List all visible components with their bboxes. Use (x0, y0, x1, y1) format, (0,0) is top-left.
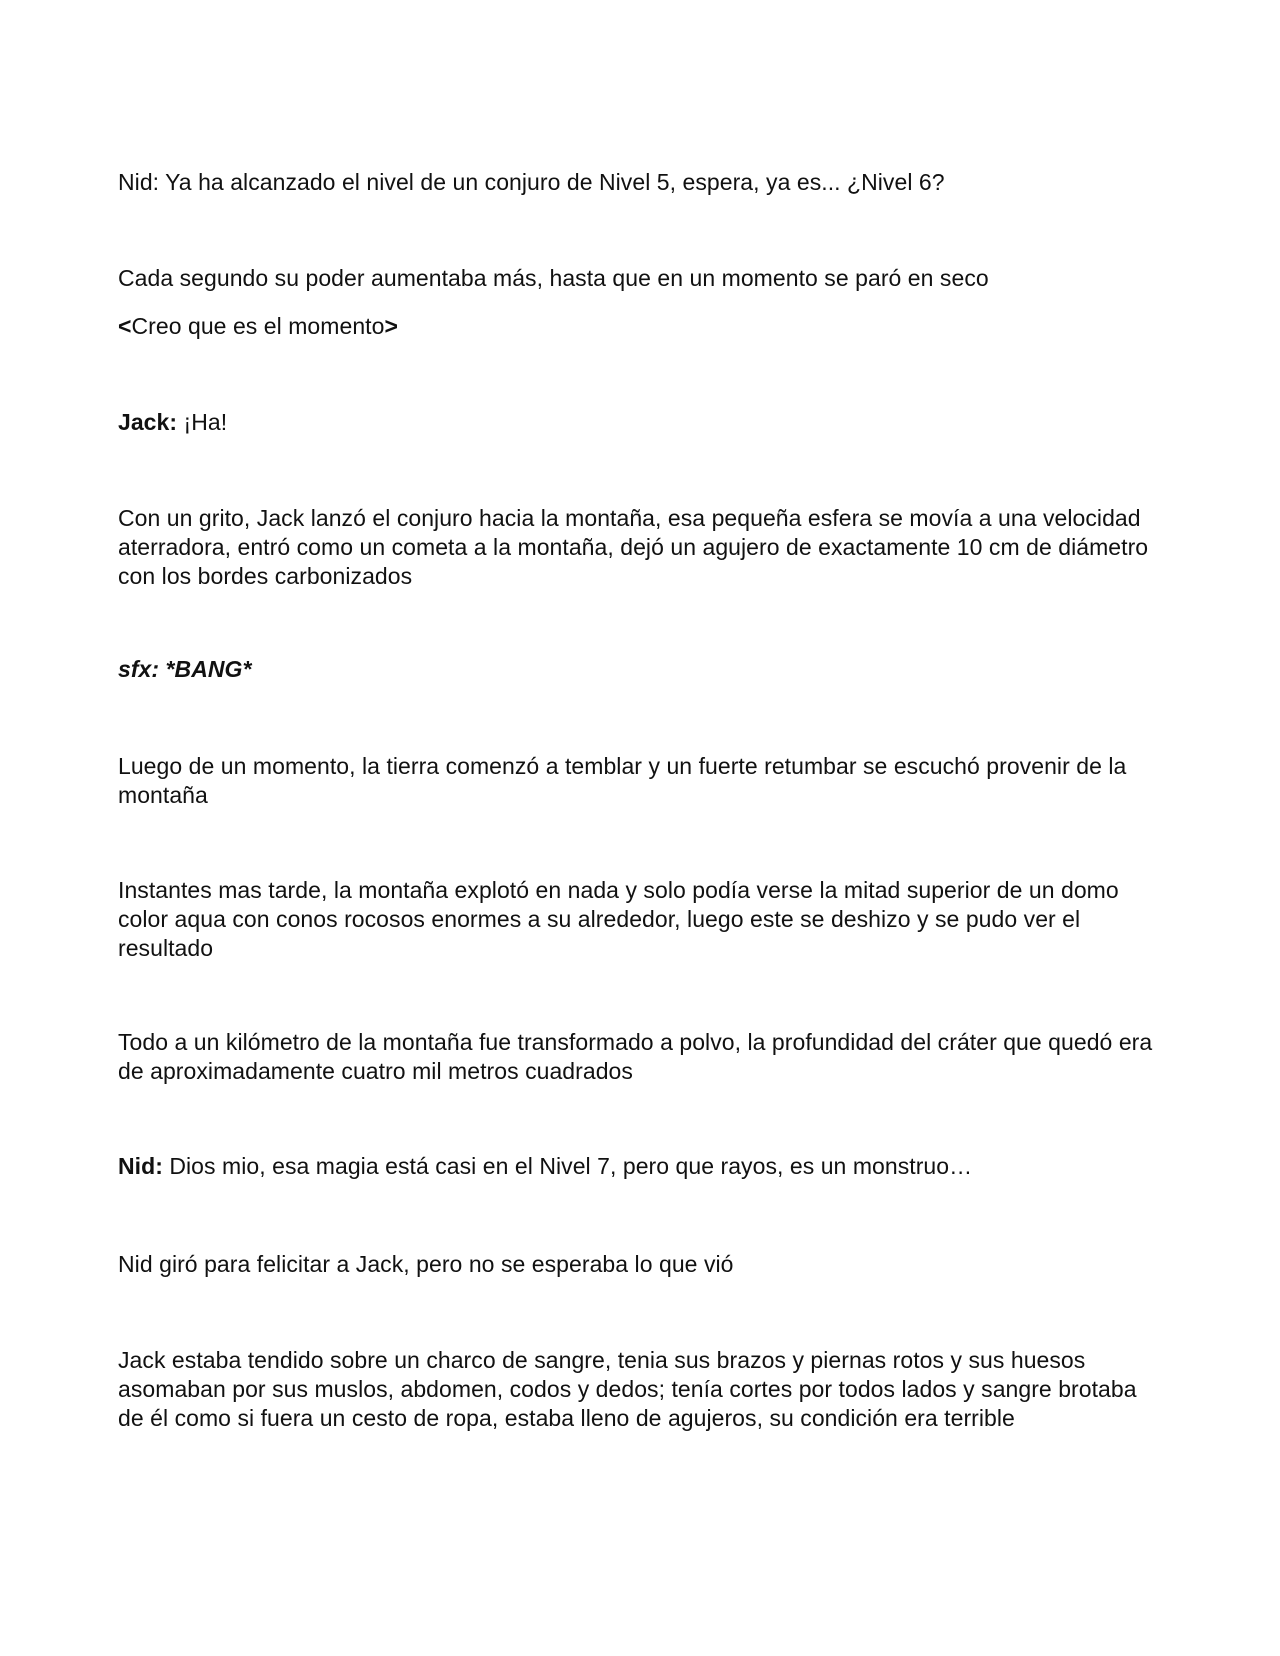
thought-text: Creo que es el momento (131, 313, 385, 339)
thought-open-bracket: < (118, 313, 132, 339)
paragraph-jack-condition: Jack estaba tendido sobre un charco de sangre, tenia sus brazos y piernas rotos y sus huesos asomaban por sus muslos, abdomen, codos y dedos; tenía cortes por todos lados y sangre brotaba de él como si fuera un cesto de ropa, estaba lleno de agujeros, su condición era terrible (118, 1347, 1137, 1431)
paragraph-power-increase: Cada segundo su poder aumentaba más, hasta que en un momento se paró en seco (118, 265, 989, 291)
paragraph-mountain-explosion: Instantes mas tarde, la montaña explotó en nada y solo podía verse la mitad superior de un domo color aqua con conos rocosos enormes a su alrededor, luego este se deshizo y se pudo ver el resultado (118, 877, 1119, 961)
speaker-nid: Nid: (118, 1153, 163, 1179)
paragraph-sfx-bang: sfx: *BANG* (118, 656, 252, 682)
paragraph-nid-turns: Nid giró para felicitar a Jack, pero no se esperaba lo que vió (118, 1251, 734, 1277)
paragraph-crater: Todo a un kilómetro de la montaña fue transformado a polvo, la profundidad del cráter que quedó era de aproximadamente cuatro mil metros cuadrados (118, 1029, 1153, 1084)
paragraph-thought (118, 312, 1168, 341)
nid-line: Dios mio, esa magia está casi en el Nivel 7, pero que rayos, es un monstruo… (162, 1153, 973, 1179)
paragraph-spell-launch: Con un grito, Jack lanzó el conjuro hacia la montaña, esa pequeña esfera se movía a una velocidad aterradora, entró como un cometa a la montaña, dejó un agujero de exactamente 10 cm de diámetro con los bordes carbonizados (118, 505, 1149, 589)
speaker-jack: Jack: (118, 409, 178, 435)
paragraph-jack-shout (118, 408, 1168, 437)
paragraph-earth-tremble: Luego de un momento, la tierra comenzó a temblar y un fuerte retumbar se escuchó provenir de la montaña (118, 753, 1127, 808)
thought-close-bracket: > (384, 313, 398, 339)
jack-line: ¡Ha! (177, 409, 228, 435)
paragraph-nid-monster (118, 1152, 1168, 1181)
paragraph-nid-level-six: Nid: Ya ha alcanzado el nivel de un conjuro de Nivel 5, espera, ya es... ¿Nivel 6? (118, 169, 945, 195)
